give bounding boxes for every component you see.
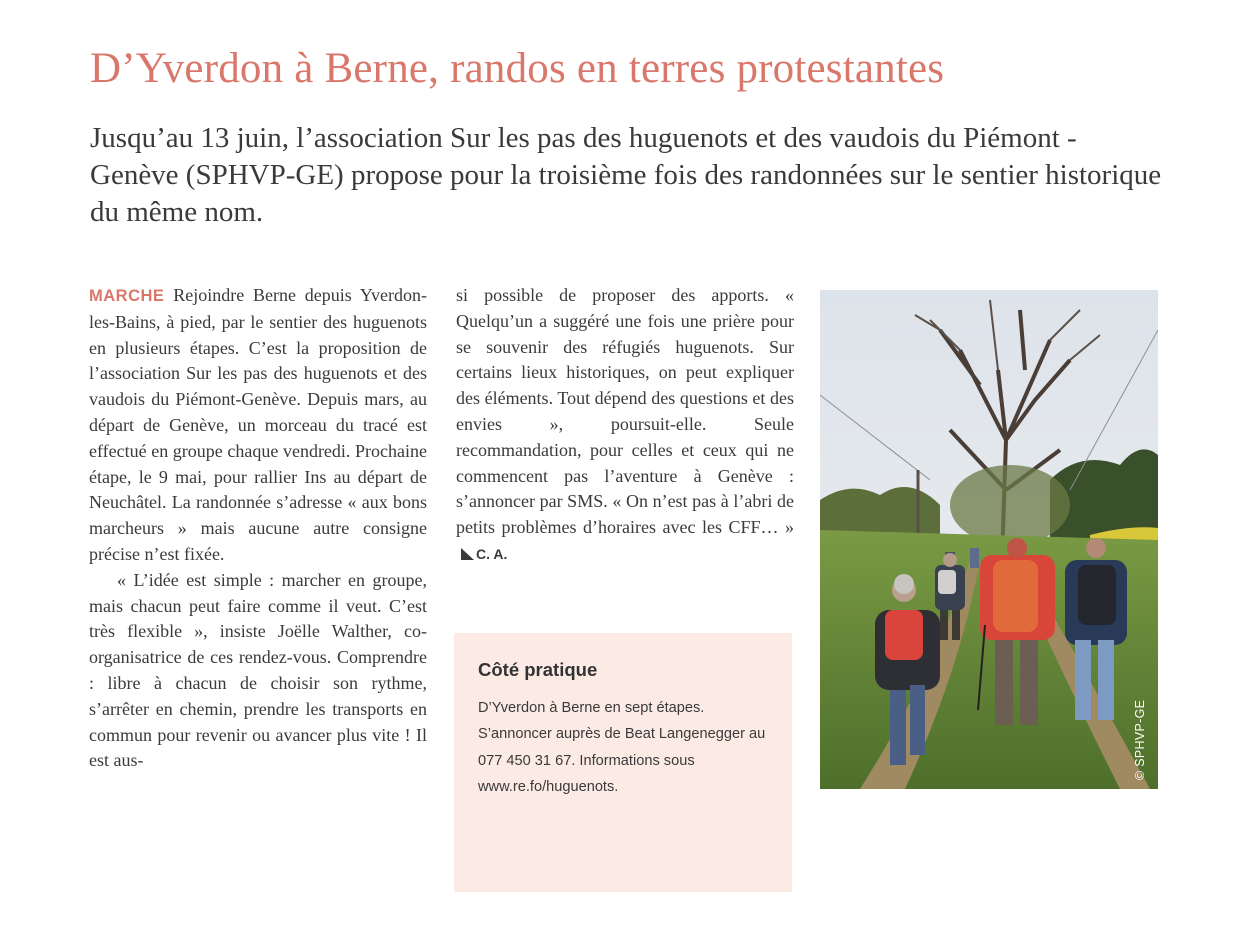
hikers-photo [820,290,1158,789]
article-lead: Jusqu’au 13 juin, l’association Sur les pas des huguenots et des vaudois du Piémont - Genève (SPHVP-GE) propose pour la troisième fois des randonnées sur le sentier historique du même nom. [90,122,1162,228]
paragraph-2-part-2-text: si possible de proposer des apports. « Quelqu’un a suggéré une fois une prière pour se souvenir des réfugiés huguenots. Sur certains lieux historiques, on peut expliquer des éléments. Tout dépend des questions et des envies », poursuit-elle. Seule recommandation, pour celles et ceux qui ne commencent pas l’aventure à Genève : s’annoncer par SMS. « On n’est pas à l’abri de petits problèmes d’horaires avec les CFF… » [456,285,794,538]
practical-info-box [454,633,792,892]
practical-info-text: D’Yverdon à Berne en sept étapes. S’annoncer auprès de Beat Langenegger au 077 450 31 67. Informations sous www.re.fo/huguenots. [478,700,766,795]
paragraph-1-text: Rejoindre Berne depuis Yverdon-les-Bains, à pied, par le sentier des huguenots en plusieurs étapes. C’est la proposition de l’association Sur les pas des huguenots et des vaudois du Piémont-Genève. Depuis mars, au départ de Genève, un morceau du tracé est effectué en groupe chaque vendredi. Prochaine étape, le 9 mai, pour rallier Ins au départ de Neuchâtel. La randonnée s’adresse « aux bons marcheurs » mais aucune autre consigne précise n’est fixée. [89,285,427,564]
practical-info-heading: Côté pratique [478,659,598,680]
article-title: D’Yverdon à Berne, randos en terres protestantes [90,45,945,92]
paragraph-2-part-2 [456,283,794,568]
article-column-1 [89,283,427,774]
photo-credit: © SPHVP-GE [1133,699,1147,780]
hikers-photo-illustration [820,290,1158,789]
corner-triangle-icon [460,548,474,560]
article-column-2 [456,283,794,568]
paragraph-2-part-1: « L’idée est simple : marcher en groupe, mais chacun peut faire comme il veut. C’est très flexible », insiste Joëlle Walther, co-organisatrice de ces rendez-vous. Comprendre : libre à chacun de choisir son rythme, s’arrêter en chemin, prendre les transports en commun pour revenir ou avancer plus vite ! Il est aus- [89,569,427,771]
author-initials: C. A. [476,545,508,562]
section-kicker: MARCHE [89,287,165,305]
paragraph-1 [89,283,427,568]
